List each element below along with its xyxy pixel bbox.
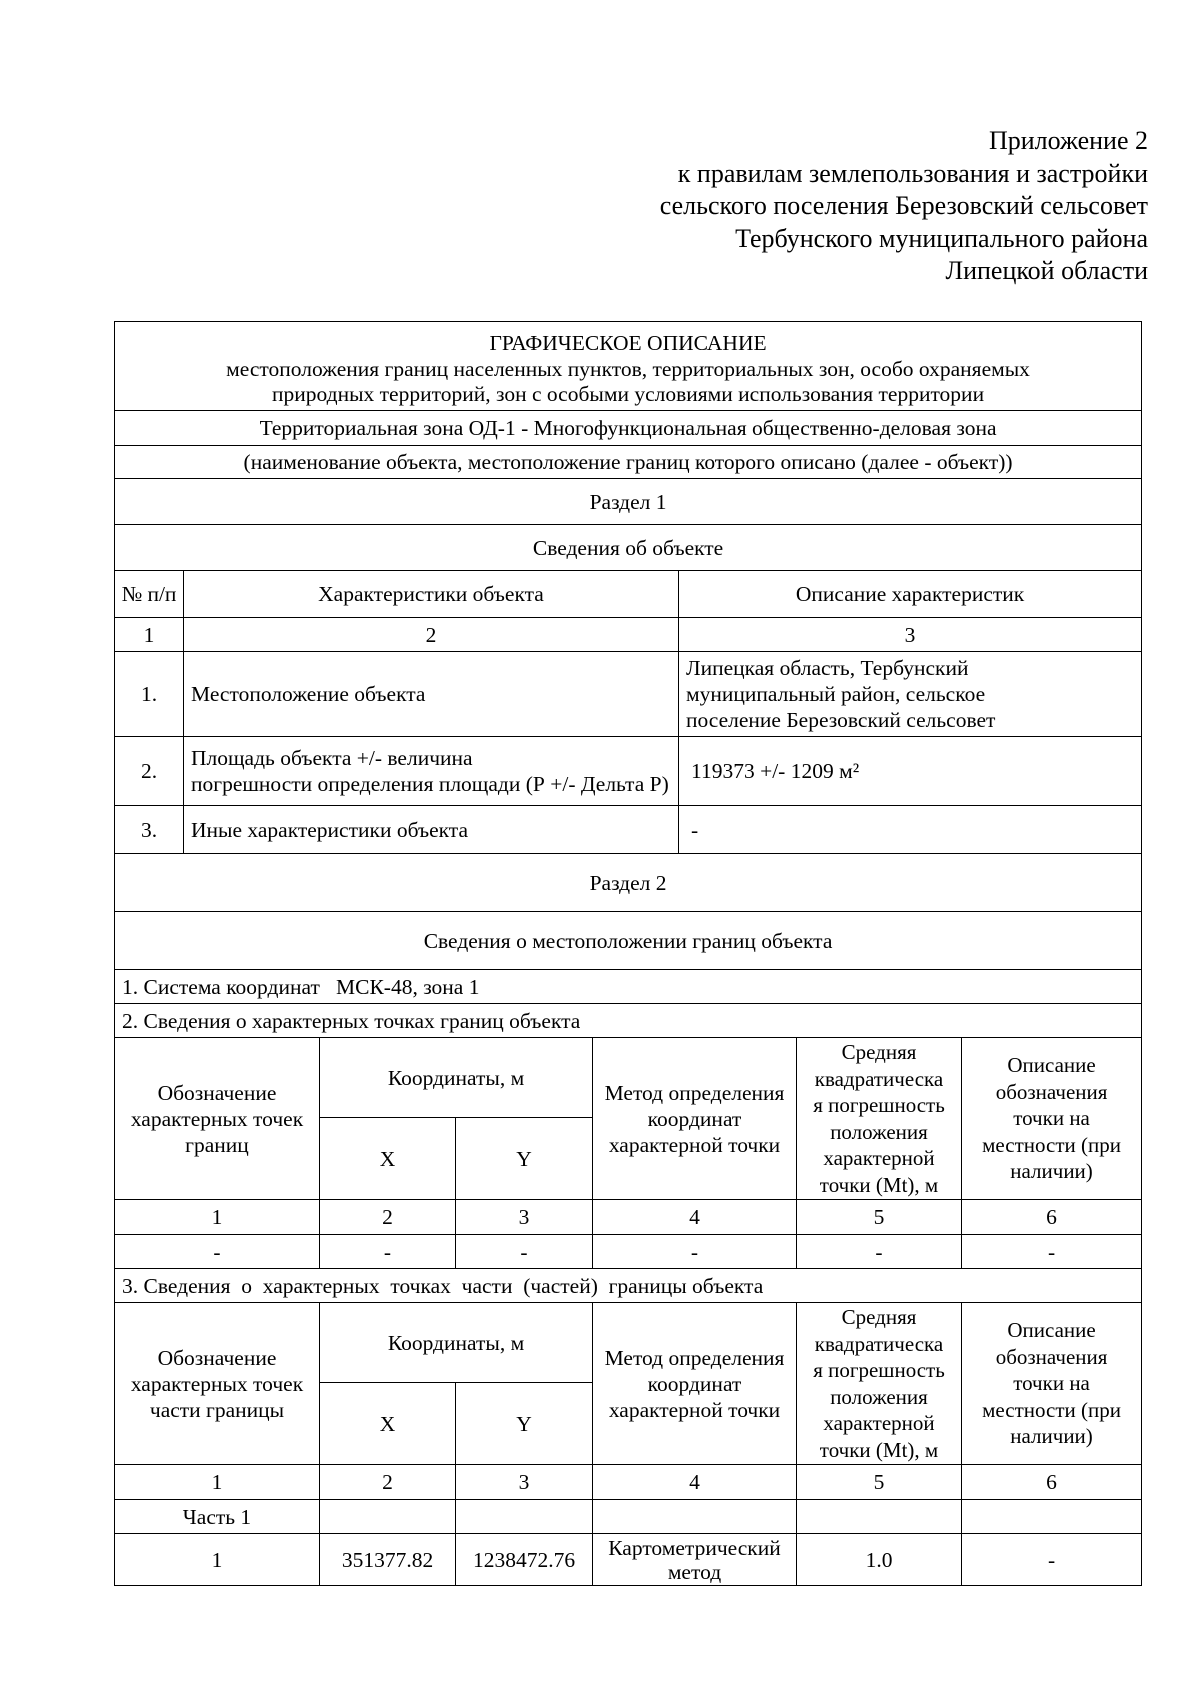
col-number: 4 bbox=[593, 1200, 797, 1235]
col-number: 3 bbox=[456, 1200, 593, 1235]
coordinates-header: Координаты, м bbox=[320, 1303, 593, 1383]
header-line: обозначения bbox=[995, 1079, 1108, 1104]
cell: - bbox=[115, 1235, 320, 1269]
header-line: положения bbox=[830, 1119, 928, 1144]
title-line: местоположения границ населенных пунктов, территориальных зон, особо охраняемых bbox=[226, 357, 1030, 381]
point-x: 351377.82 bbox=[320, 1534, 456, 1586]
header-line: наличии) bbox=[1010, 1159, 1093, 1184]
y-header: Y bbox=[456, 1118, 593, 1200]
part-points-header-row bbox=[115, 1303, 1142, 1383]
header-line: Средняя bbox=[841, 1305, 917, 1329]
appendix-line: Приложение 2 bbox=[988, 126, 1148, 155]
header-line: Метод определения bbox=[604, 1345, 785, 1370]
part-label: Часть 1 bbox=[115, 1500, 320, 1534]
title-line: природных территорий, зон с особыми условиями использования территории bbox=[272, 382, 985, 406]
header-line: я погрешность bbox=[813, 1358, 945, 1382]
section1-header-row bbox=[115, 571, 1142, 618]
col-number: 1 bbox=[115, 1465, 320, 1500]
title-row bbox=[115, 322, 1142, 411]
part-label-row bbox=[115, 1500, 1142, 1534]
header-line: я погрешность bbox=[813, 1093, 945, 1117]
row-number: 3. bbox=[115, 806, 184, 854]
header-line: точки (Mt), м bbox=[819, 1172, 939, 1197]
cell: - bbox=[797, 1235, 962, 1269]
header-line: Обозначение bbox=[157, 1080, 277, 1105]
error-header bbox=[797, 1038, 962, 1200]
table-row bbox=[115, 652, 1142, 737]
table-row bbox=[115, 1534, 1142, 1586]
point-description-header bbox=[962, 1303, 1142, 1465]
cell bbox=[593, 1500, 797, 1534]
x-header: X bbox=[320, 1383, 456, 1465]
section1-subtitle: Сведения об объекте bbox=[115, 525, 1142, 571]
header-line: Обозначение bbox=[157, 1345, 277, 1370]
points-header-row bbox=[115, 1038, 1142, 1118]
table-row bbox=[115, 1235, 1142, 1269]
characteristic-value: - bbox=[679, 806, 1142, 854]
point-y: 1238472.76 bbox=[456, 1534, 593, 1586]
header-line: местности (при bbox=[982, 1132, 1121, 1157]
object-caption: (наименование объекта, местоположение границ которого описано (далее - объект)) bbox=[243, 449, 1013, 474]
header-line: наличии) bbox=[1010, 1424, 1093, 1449]
section1-title: Раздел 1 bbox=[115, 479, 1142, 525]
cell: - bbox=[962, 1235, 1142, 1269]
header-line: положения bbox=[830, 1384, 928, 1409]
cell: - bbox=[593, 1235, 797, 1269]
method-line: Картометрический bbox=[608, 1535, 781, 1560]
point-method bbox=[593, 1534, 797, 1586]
col-number: 3 bbox=[456, 1465, 593, 1500]
header-line: характерных точек bbox=[130, 1106, 304, 1131]
col-number: 2 bbox=[320, 1465, 456, 1500]
header-line: точки (Mt), м bbox=[819, 1437, 939, 1462]
header-line: квадратическа bbox=[814, 1331, 944, 1356]
point-description-header bbox=[962, 1038, 1142, 1200]
point-mt: 1.0 bbox=[797, 1534, 962, 1586]
col-number: 6 bbox=[962, 1200, 1142, 1235]
header-line: Средняя bbox=[841, 1040, 917, 1064]
points-column-numbers bbox=[115, 1200, 1142, 1235]
header-line: характерной bbox=[823, 1146, 935, 1170]
cell bbox=[962, 1500, 1142, 1534]
col-number: 1 bbox=[115, 618, 184, 652]
object-name: Территориальная зона ОД-1 - Многофункциональная общественно-деловая зона bbox=[115, 412, 1141, 446]
col-number: 5 bbox=[797, 1465, 962, 1500]
header-line: характерной точки bbox=[608, 1132, 781, 1157]
header-line: координат bbox=[647, 1371, 742, 1396]
part-points-column-numbers bbox=[115, 1465, 1142, 1500]
characteristic-name: Местоположение объекта bbox=[184, 652, 679, 737]
col-number: 5 bbox=[797, 1200, 962, 1235]
header-line: границ bbox=[185, 1132, 249, 1157]
col-header-number: № п/п bbox=[115, 571, 184, 618]
object-row bbox=[115, 411, 1142, 479]
col-header-characteristics: Характеристики объекта bbox=[184, 571, 679, 618]
name-line: погрешности определения площади (Р +/- Дельта Р) bbox=[191, 772, 669, 796]
appendix-line: сельского поселения Березовский сельсовет bbox=[659, 191, 1148, 220]
table-row bbox=[115, 737, 1142, 806]
row-number: 2. bbox=[115, 737, 184, 806]
appendix-line: к правилам землепользования и застройки bbox=[677, 158, 1148, 188]
value-line: поселение Березовский сельсовет bbox=[686, 708, 996, 732]
header-line: Метод определения bbox=[604, 1080, 785, 1105]
cell bbox=[456, 1500, 593, 1534]
value-line: Липецкая область, Тербунский bbox=[686, 656, 969, 680]
cell bbox=[797, 1500, 962, 1534]
header-line: характерной точки bbox=[608, 1397, 781, 1422]
method-line: метод bbox=[667, 1559, 722, 1584]
header-line: квадратическа bbox=[814, 1066, 944, 1091]
col-number: 3 bbox=[679, 618, 1142, 652]
header-line: точки на bbox=[1013, 1371, 1090, 1396]
header-line: части границы bbox=[149, 1397, 285, 1422]
appendix-line: Тербунского муниципального района bbox=[735, 223, 1148, 253]
characteristic-value: 119373 +/- 1209 м² bbox=[679, 737, 1142, 806]
appendix-header bbox=[448, 125, 1148, 288]
header-line: характерных точек bbox=[130, 1371, 304, 1396]
point-description: - bbox=[962, 1534, 1142, 1586]
characteristic-value bbox=[679, 652, 1142, 737]
coordinate-system: 1. Система координат МСК-48, зона 1 bbox=[115, 970, 1142, 1004]
characteristic-name: Иные характеристики объекта bbox=[184, 806, 679, 854]
header-line: обозначения bbox=[995, 1344, 1108, 1369]
appendix-line: Липецкой области bbox=[945, 256, 1148, 285]
part-points-title: 3. Сведения о характерных точках части (частей) границы объекта bbox=[115, 1269, 1142, 1303]
cell: - bbox=[456, 1235, 593, 1269]
graphic-description-table bbox=[114, 321, 1142, 1586]
header-line: местности (при bbox=[982, 1397, 1121, 1422]
x-header: X bbox=[320, 1118, 456, 1200]
error-header bbox=[797, 1303, 962, 1465]
document-title: ГРАФИЧЕСКОЕ ОПИСАНИЕ bbox=[489, 331, 767, 355]
section1-column-numbers bbox=[115, 618, 1142, 652]
cell bbox=[320, 1500, 456, 1534]
col-number: 6 bbox=[962, 1465, 1142, 1500]
designation-header bbox=[115, 1038, 320, 1200]
col-header-description: Описание характеристик bbox=[679, 571, 1142, 618]
row-number: 1. bbox=[115, 652, 184, 737]
method-header bbox=[593, 1303, 797, 1465]
header-line: Описание bbox=[1007, 1318, 1096, 1343]
table-row bbox=[115, 806, 1142, 854]
coordinates-header: Координаты, м bbox=[320, 1038, 593, 1118]
value-line: муниципальный район, сельское bbox=[686, 682, 986, 706]
section2-title: Раздел 2 bbox=[115, 854, 1142, 912]
designation-header bbox=[115, 1303, 320, 1465]
y-header: Y bbox=[456, 1383, 593, 1465]
col-number: 2 bbox=[184, 618, 679, 652]
boundary-points-title: 2. Сведения о характерных точках границ объекта bbox=[115, 1004, 1142, 1038]
name-line: Площадь объекта +/- величина bbox=[191, 746, 473, 770]
header-line: Описание bbox=[1007, 1053, 1096, 1078]
col-number: 2 bbox=[320, 1200, 456, 1235]
header-line: точки на bbox=[1013, 1106, 1090, 1131]
section2-subtitle: Сведения о местоположении границ объекта bbox=[115, 912, 1142, 970]
characteristic-name bbox=[184, 737, 679, 806]
point-designation: 1 bbox=[115, 1534, 320, 1586]
col-number: 1 bbox=[115, 1200, 320, 1235]
col-number: 4 bbox=[593, 1465, 797, 1500]
header-line: координат bbox=[647, 1106, 742, 1131]
cell: - bbox=[320, 1235, 456, 1269]
header-line: характерной bbox=[823, 1411, 935, 1435]
method-header bbox=[593, 1038, 797, 1200]
